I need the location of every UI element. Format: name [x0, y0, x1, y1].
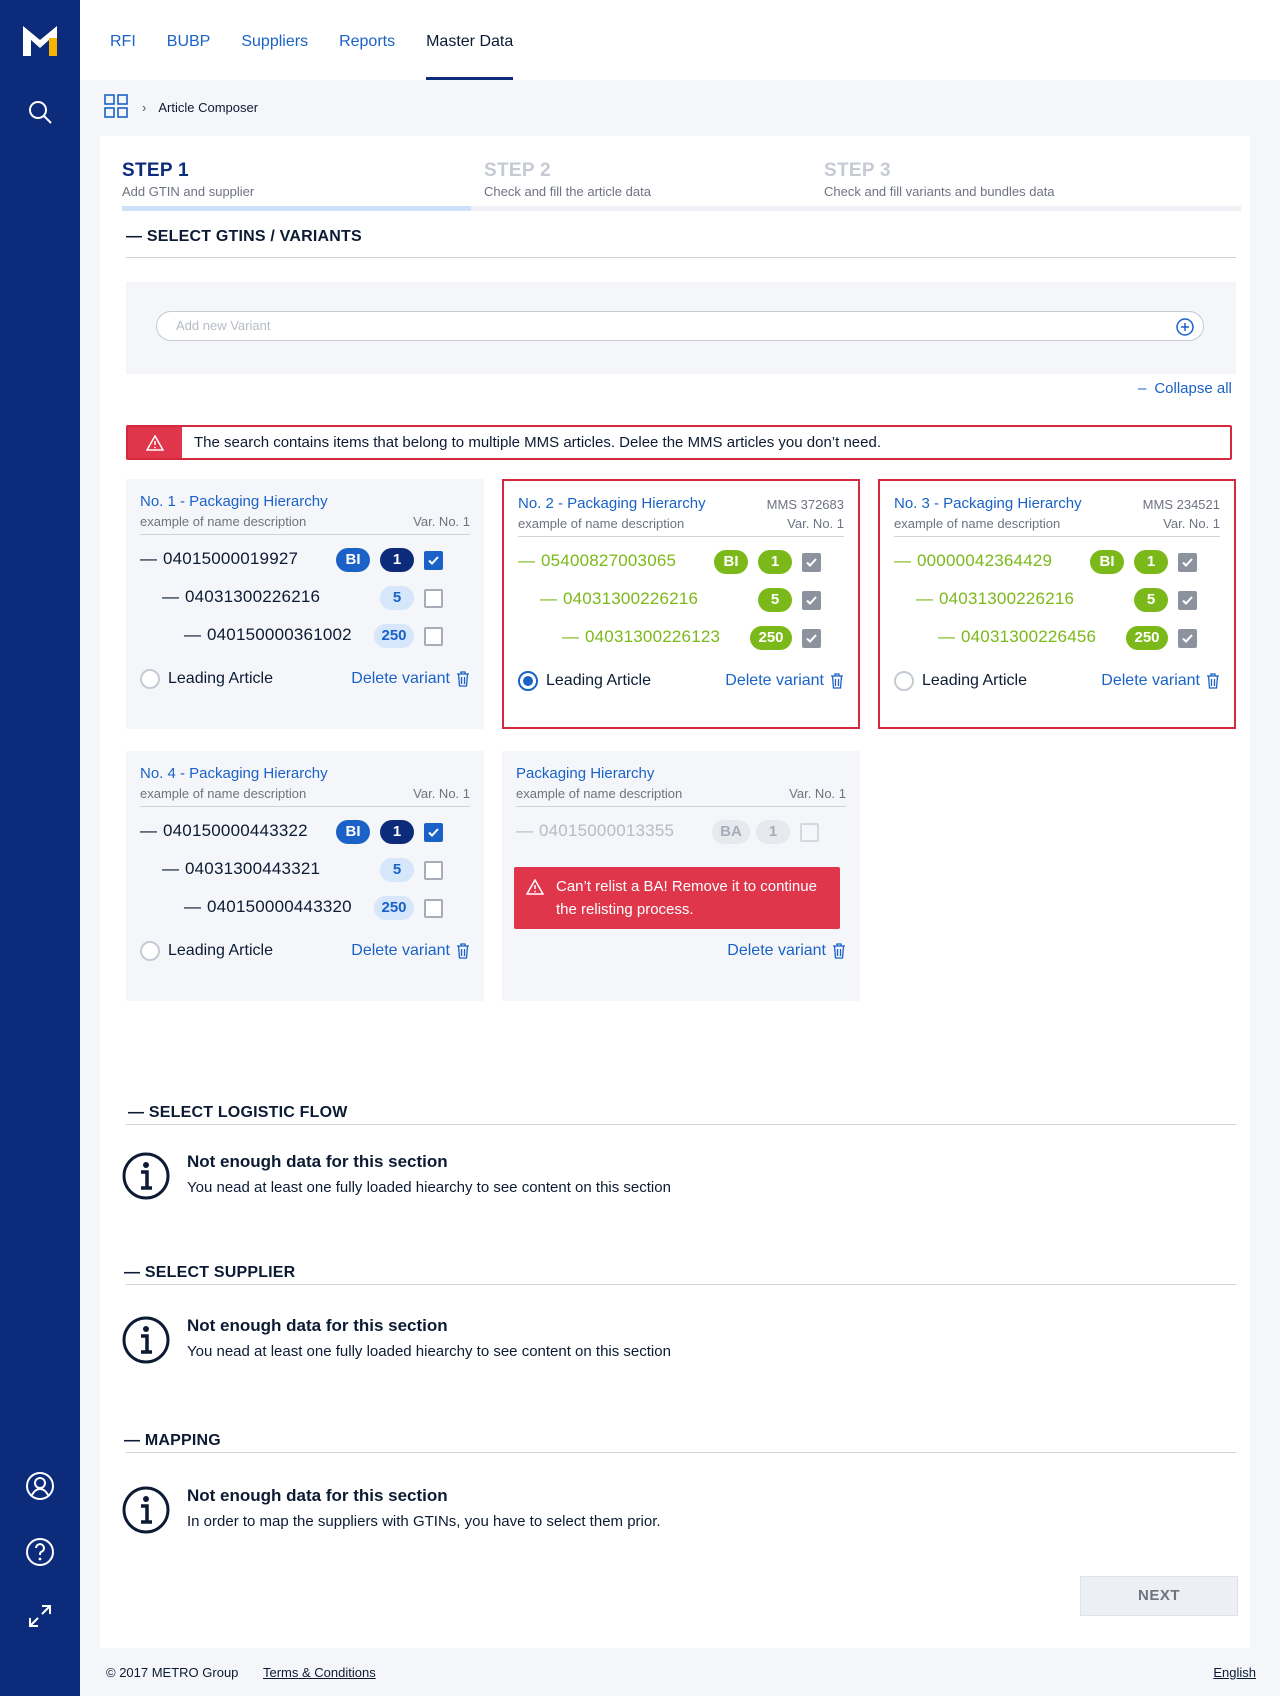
gtin-checkbox[interactable] [1178, 553, 1197, 572]
info-icon [122, 1152, 170, 1200]
nav-rfi[interactable]: RFI [110, 33, 136, 50]
gtins-title-text: SELECT GTINS / VARIANTS [146, 228, 362, 245]
next-button[interactable]: NEXT [1080, 1576, 1238, 1616]
collapse-dash-icon: — [124, 1432, 145, 1449]
gtin-value: 04031300226216 [185, 587, 321, 606]
main-panel [100, 136, 1250, 1648]
language-link[interactable]: English [1213, 1665, 1256, 1680]
step-progress [122, 206, 1241, 211]
variant-card-2 [502, 479, 860, 729]
step-1-title: STEP 1 [122, 160, 189, 181]
info-icon [122, 1486, 170, 1534]
divider [126, 1124, 1236, 1125]
step-2-title: STEP 2 [484, 160, 551, 181]
qty-badge: 1 [756, 820, 790, 844]
delete-variant-button[interactable] [727, 942, 846, 960]
stepper [122, 160, 1230, 208]
collapse-all-link[interactable]: – Collapse all [1138, 380, 1232, 397]
card-footer [140, 935, 470, 967]
gtin-value: 04031300443321 [185, 859, 321, 878]
gtin-value: 04015000019927 [163, 549, 299, 568]
delete-variant-label: Delete variant [727, 942, 826, 959]
no-data-text: You nead at least one fully loaded hiearchy to see content on this section [187, 1343, 671, 1360]
qty-badge: 250 [374, 896, 414, 920]
unit-badge: BI [714, 550, 748, 574]
info-icon [122, 1316, 170, 1364]
step-1-subtitle: Add GTIN and supplier [122, 184, 255, 199]
metro-logo[interactable] [20, 22, 60, 58]
qty-badge: 250 [1126, 626, 1168, 650]
variant-card-3 [878, 479, 1236, 729]
gtin-row: — 04031300226216 [540, 589, 699, 608]
nav-suppliers[interactable]: Suppliers [241, 33, 309, 50]
qty-badge: 250 [374, 624, 414, 648]
unit-badge: BI [1090, 550, 1124, 574]
collapse-dash-icon: — [126, 228, 147, 245]
leading-article-radio[interactable] [140, 941, 160, 961]
gtin-value: 04015000013355 [539, 821, 675, 840]
card-mms-number: MMS 234521 [1142, 497, 1220, 512]
step-3-title: STEP 3 [824, 160, 891, 181]
unit-badge: BI [336, 548, 370, 572]
card-var-no: Var. No. 1 [413, 786, 470, 801]
supplier-title-text: SELECT SUPPLIER [144, 1264, 296, 1281]
delete-variant-button[interactable] [725, 672, 844, 690]
breadcrumb-current: Article Composer [158, 99, 259, 115]
warning-icon [128, 427, 182, 458]
gtin-value: 040150000443320 [207, 897, 352, 916]
delete-variant-label: Delete variant [351, 670, 450, 687]
card-title[interactable]: No. 4 - Packaging Hierarchy [140, 765, 328, 782]
delete-variant-label: Delete variant [1101, 672, 1200, 689]
gtin-checkbox[interactable] [802, 629, 821, 648]
gtin-row: — 040150000443322 [140, 821, 308, 840]
card-title[interactable]: No. 1 - Packaging Hierarchy [140, 493, 328, 510]
breadcrumb [104, 94, 258, 120]
card-footer [518, 665, 844, 697]
card-var-no: Var. No. 1 [789, 786, 846, 801]
card-title[interactable]: No. 2 - Packaging Hierarchy [518, 495, 706, 512]
divider [126, 1284, 1236, 1285]
no-data-heading: Not enough data for this section [187, 1486, 448, 1505]
no-data-heading: Not enough data for this section [187, 1316, 448, 1335]
step-3[interactable] [824, 160, 1055, 199]
mapping-title-text: MAPPING [144, 1432, 221, 1449]
collapse-all-label: Collapse all [1154, 380, 1232, 397]
leading-article-label: Leading Article [168, 942, 273, 959]
apps-grid-icon[interactable] [104, 94, 128, 121]
step-1[interactable] [122, 160, 254, 199]
gtin-row: — 05400827003065 [518, 551, 677, 570]
nav-bubp[interactable]: BUBP [166, 33, 211, 50]
gtin-row: — 04031300443321 [162, 859, 321, 878]
card-title[interactable]: No. 3 - Packaging Hierarchy [894, 495, 1082, 512]
gtin-row: — 04031300226216 [162, 587, 321, 606]
qty-badge: 5 [1134, 588, 1168, 612]
qty-badge: 1 [380, 820, 414, 844]
gtin-value: 04031300226216 [939, 589, 1075, 608]
step-2[interactable] [484, 160, 651, 199]
divider [126, 1452, 1236, 1453]
card-header [140, 493, 470, 535]
gtin-checkbox[interactable] [800, 823, 819, 842]
variant-card-1 [126, 479, 484, 729]
top-nav [110, 0, 544, 80]
delete-variant-button[interactable] [351, 670, 470, 688]
gtin-row: — 04031300226123 [562, 627, 721, 646]
gtin-row: — 040150000443320 [184, 897, 352, 916]
card-header [518, 495, 844, 537]
nav-master-data[interactable]: Master Data [426, 0, 513, 80]
gtin-checkbox[interactable] [424, 551, 443, 570]
unit-badge: BI [336, 820, 370, 844]
card-var-no: Var. No. 1 [1163, 516, 1220, 531]
gtin-row: — 040150000361002 [184, 625, 352, 644]
relist-error-text: Can’t relist a BA! Remove it to continue the relisting process. [556, 878, 817, 918]
qty-badge: 5 [758, 588, 792, 612]
help-icon[interactable] [24, 1536, 56, 1568]
expand-icon[interactable] [24, 1600, 56, 1632]
gtin-value: 04031300226456 [961, 627, 1097, 646]
logistic-title-text: SELECT LOGISTIC FLOW [148, 1104, 348, 1121]
collapse-dash-icon: — [128, 1104, 149, 1121]
qty-badge: 1 [758, 550, 792, 574]
qty-badge: 250 [750, 626, 792, 650]
trash-icon [1206, 673, 1220, 689]
chevron-right-icon: › [142, 99, 147, 115]
gtin-row: — 04015000019927 [140, 549, 299, 568]
card-footer [140, 663, 470, 695]
delete-variant-button[interactable] [351, 942, 470, 960]
delete-variant-label: Delete variant [351, 942, 450, 959]
gtin-checkbox[interactable] [424, 589, 443, 608]
card-description: example of name description [140, 786, 307, 801]
trash-icon [456, 671, 470, 687]
warning-icon [526, 879, 544, 895]
gtin-value: 04031300226216 [563, 589, 699, 608]
no-data-heading: Not enough data for this section [187, 1152, 448, 1171]
gtin-checkbox[interactable] [424, 627, 443, 646]
gtin-row: — 04031300226456 [938, 627, 1097, 646]
card-description: example of name description [140, 514, 307, 529]
card-description: example of name description [516, 786, 683, 801]
leading-article-label: Leading Article [546, 672, 651, 689]
card-header [516, 765, 846, 807]
copyright-text: © 2017 METRO Group [106, 1665, 239, 1680]
multiple-mms-alert [126, 425, 1232, 460]
add-variant-input[interactable] [156, 311, 1204, 341]
gtin-checkbox[interactable] [1178, 629, 1197, 648]
card-mms-number: MMS 372683 [766, 497, 844, 512]
add-variant-box [126, 282, 1236, 374]
gtins-section-title[interactable] [126, 228, 362, 246]
search-icon[interactable] [24, 96, 56, 128]
gtin-checkbox[interactable] [424, 899, 443, 918]
add-variant-placeholder: Add new Variant [176, 318, 271, 333]
gtin-checkbox[interactable] [802, 553, 821, 572]
card-footer [516, 935, 846, 967]
mapping-section-title[interactable] [124, 1432, 221, 1450]
gtin-value: 04031300226123 [585, 627, 721, 646]
relist-error-message [514, 867, 840, 929]
variant-card-4 [126, 751, 484, 1001]
gtin-value: 040150000361002 [207, 625, 352, 644]
logistic-section-title[interactable] [128, 1104, 348, 1122]
top-bar [80, 0, 1280, 80]
gtin-value: 05400827003065 [541, 551, 677, 570]
sidebar [0, 0, 80, 1696]
step-2-subtitle: Check and fill the article data [484, 184, 651, 199]
card-var-no: Var. No. 1 [787, 516, 844, 531]
trash-icon [832, 943, 846, 959]
card-title[interactable]: Packaging Hierarchy [516, 765, 655, 782]
no-data-text: You nead at least one fully loaded hiearchy to see content on this section [187, 1179, 671, 1196]
gtin-value: 00000042364429 [917, 551, 1053, 570]
gtin-checkbox[interactable] [424, 861, 443, 880]
no-data-text: In order to map the suppliers with GTINs, you have to select them prior. [187, 1513, 661, 1530]
leading-article-label: Leading Article [168, 670, 273, 687]
trash-icon [830, 673, 844, 689]
card-footer [894, 665, 1220, 697]
leading-article-radio[interactable] [518, 671, 538, 691]
terms-link[interactable]: Terms & Conditions [263, 1665, 376, 1680]
qty-badge: 1 [380, 548, 414, 572]
card-header [140, 765, 470, 807]
gtin-value: 040150000443322 [163, 821, 308, 840]
gtin-checkbox[interactable] [424, 823, 443, 842]
card-description: example of name description [894, 516, 1061, 531]
leading-article-radio[interactable] [140, 669, 160, 689]
qty-badge: 5 [380, 858, 414, 882]
add-circle-icon[interactable] [1175, 317, 1195, 337]
trash-icon [456, 943, 470, 959]
user-icon[interactable] [24, 1470, 56, 1502]
divider [126, 257, 1236, 258]
variant-card-5 [502, 751, 860, 1001]
step-3-subtitle: Check and fill variants and bundles data [824, 184, 1055, 199]
nav-reports[interactable]: Reports [339, 33, 396, 50]
card-var-no: Var. No. 1 [413, 514, 470, 529]
card-header [894, 495, 1220, 537]
collapse-dash-icon: — [124, 1264, 145, 1281]
unit-badge: BA [712, 820, 750, 844]
leading-article-radio[interactable] [894, 671, 914, 691]
gtin-checkbox[interactable] [1178, 591, 1197, 610]
delete-variant-button[interactable] [1101, 672, 1220, 690]
delete-variant-label: Delete variant [725, 672, 824, 689]
leading-article-label: Leading Article [922, 672, 1027, 689]
gtin-checkbox[interactable] [802, 591, 821, 610]
footer [80, 1648, 1280, 1696]
step-progress-fill [122, 206, 471, 211]
qty-badge: 1 [1134, 550, 1168, 574]
gtin-row: — 00000042364429 [894, 551, 1053, 570]
alert-text: The search contains items that belong to multiple MMS articles. Delee the MMS articles you don’t need. [194, 434, 881, 451]
qty-badge: 5 [380, 586, 414, 610]
card-description: example of name description [518, 516, 685, 531]
gtin-row: — 04015000013355 [516, 821, 675, 840]
gtin-row: — 04031300226216 [916, 589, 1075, 608]
supplier-section-title[interactable] [124, 1264, 295, 1282]
